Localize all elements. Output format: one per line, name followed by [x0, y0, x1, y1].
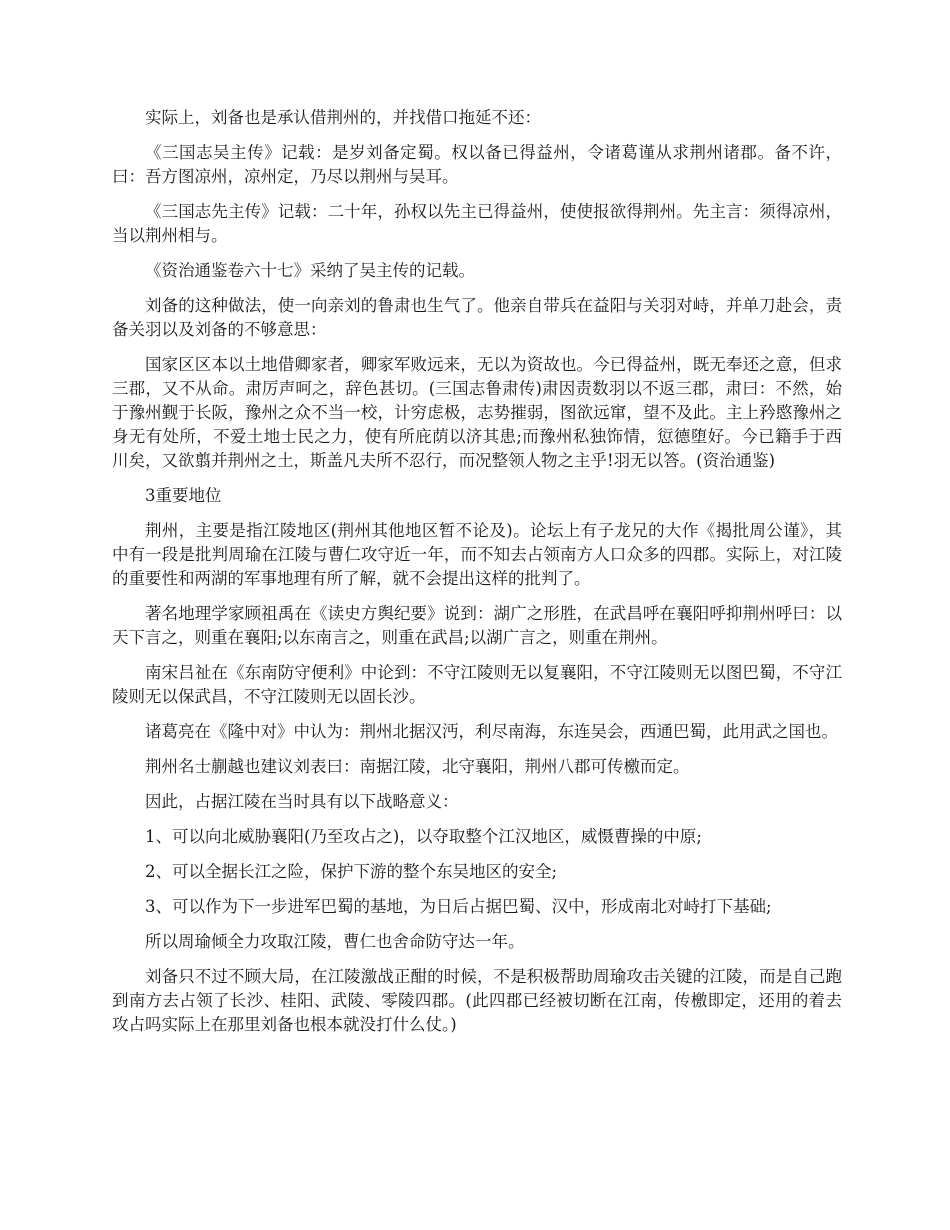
paragraph-17: 所以周瑜倾全力攻取江陵，曹仁也舍命防守达一年。: [145, 932, 525, 951]
list-item-3: 3、可以作为下一步进军巴蜀的基地，为日后占据巴蜀、汉中，形成南北对峙打下基础;: [145, 897, 772, 916]
paragraph-8: 荆州，主要是指江陵地区(荆州其他地区暂不论及)。论坛上有子龙兄的大作《揭批周公谨》，其中有一段是批判周瑜在江陵与曹仁攻守近一年，而不知去占领南方人口众多的四郡。实际上，对江陵的重要性和两湖的军事地理有所了解，就不会提出这样的批判了。: [112, 521, 842, 588]
paragraph-18: 刘备只不过不顾大局，在江陵激战正酣的时候，不是积极帮助周瑜攻击关键的江陵，而是自己跑到南方去占领了长沙、桂阳、武陵、零陵四郡。(此四郡已经被切断在江南，传檄即定，还用的着去攻占吗实际上在那里刘备也根本就没打什么仗。): [112, 967, 842, 1034]
paragraph-10: 南宋吕祉在《东南防守便利》中论到：不守江陵则无以复襄阳，不守江陵则无以图巴蜀，不守江陵则无以保武昌，不守江陵则无以固长沙。: [112, 663, 842, 706]
paragraph-3: 《三国志先主传》记载：二十年，孙权以先主已得益州，使使报欲得荆州。先主言：须得凉州，当以荆州相与。: [112, 202, 842, 245]
section-heading: 3重要地位: [145, 486, 222, 505]
paragraph-13: 因此，占据江陵在当时具有以下战略意义：: [145, 792, 459, 811]
paragraph-2: 《三国志吴主传》记载：是岁刘备定蜀。权以备已得益州，令诸葛谨从求荆州诸郡。备不许，曰：吾方图凉州，凉州定，乃尽以荆州与吴耳。: [112, 143, 842, 186]
paragraph-1: 实际上，刘备也是承认借荆州的，并找借口拖延不还：: [145, 108, 541, 127]
paragraph-6: 国家区区本以土地借卿家者，卿家军败远来，无以为资故也。今已得益州，既无奉还之意，但求三郡，又不从命。肃厉声呵之，辞色甚切。(三国志鲁肃传)肃因责数羽以不返三郡，肃曰：不然，始于豫州觐于长阪，豫州之众不当一校，计穷虑极，志势摧弱，图欲远窜，望不及此。主上矜愍豫州之身无有处所，不爱土地士民之力，使有所庇荫以济其患;而豫州私独饰情，愆德堕好。今已籍手于西川矣，又欲翦并荆州之土，斯盖凡夫所不忍行，而况整领人物之主乎!羽无以答。(资治通鉴): [112, 355, 842, 470]
paragraph-4: 《资治通鉴卷六十七》采纳了吴主传的记载。: [145, 261, 475, 280]
paragraph-12: 荆州名士蒯越也建议刘表曰：南据江陵，北守襄阳，荆州八郡可传檄而定。: [145, 757, 690, 776]
document-body: [112, 106, 842, 1048]
list-item-1: 1、可以向北威胁襄阳(乃至攻占之)，以夺取整个江汉地区，威慑曹操的中原;: [145, 827, 702, 846]
list-item-2: 2、可以全据长江之险，保护下游的整个东吴地区的安全;: [145, 862, 558, 881]
paragraph-9: 著名地理学家顾祖禹在《读史方舆纪要》说到：湖广之形胜，在武昌呼在襄阳呼抑荆州呼曰：以天下言之，则重在襄阳;以东南言之，则重在武昌;以湖广言之，则重在荆州。: [112, 604, 842, 647]
paragraph-5: 刘备的这种做法，使一向亲刘的鲁肃也生气了。他亲自带兵在益阳与关羽对峙，并单刀赴会，责备关羽以及刘备的不够意思：: [112, 296, 842, 339]
paragraph-11: 诸葛亮在《隆中对》中认为：荆州北据汉沔，利尽南海，东连吴会，西通巴蜀，此用武之国也。: [145, 722, 838, 741]
